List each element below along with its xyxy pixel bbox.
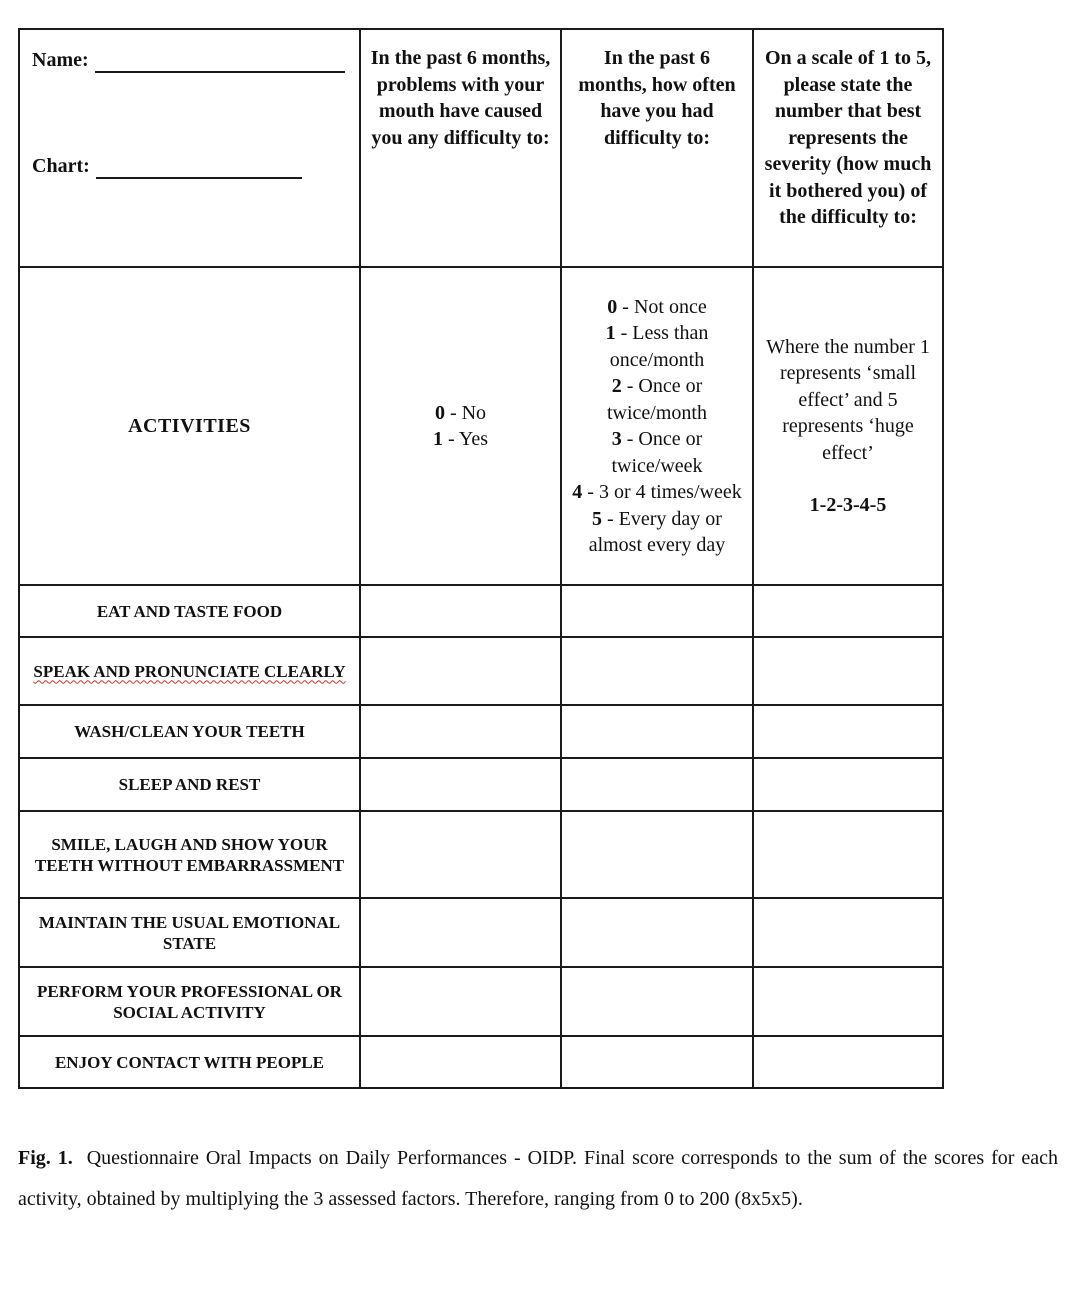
- scale-code: 5: [592, 507, 603, 530]
- figure-label: Fig. 1.: [18, 1147, 73, 1169]
- header-difficulty: In the past 6 months, problems with your mouth have caused you any difficulty to:: [360, 29, 561, 267]
- scale-text: - Every day or almost every day: [588, 507, 726, 556]
- severity-answer-cell[interactable]: [753, 967, 943, 1036]
- scale-code: 3: [611, 428, 622, 450]
- difficulty-answer-cell[interactable]: [360, 705, 561, 758]
- scale-text: - Less than once/month: [609, 322, 709, 371]
- chart-field[interactable]: [32, 153, 353, 179]
- activity-label: [19, 637, 360, 705]
- chart-blank-line[interactable]: [96, 161, 302, 179]
- severity-answer-cell[interactable]: [753, 637, 943, 705]
- table-row: [19, 811, 943, 898]
- difficulty-answer-cell[interactable]: [360, 637, 561, 705]
- scale-text: - Not once: [617, 295, 707, 318]
- difficulty-answer-cell[interactable]: [360, 967, 561, 1036]
- activities-heading: ACTIVITIES: [19, 267, 360, 585]
- difficulty-answer-cell[interactable]: [360, 898, 561, 967]
- scale-code: 0: [434, 401, 445, 424]
- scale-text: - Once or twice/month: [607, 375, 707, 424]
- severity-answer-cell[interactable]: [753, 811, 943, 898]
- oidp-questionnaire-table: [18, 28, 944, 1089]
- frequency-answer-cell[interactable]: [561, 637, 753, 705]
- frequency-answer-cell[interactable]: [561, 705, 753, 758]
- figure-caption-text: Questionnaire Oral Impacts on Daily Performances - OIDP. Final score corresponds to the sum of the scores for each activity, obtained by multiplying the 3 assessed factors. Therefore, ranging from 0 to 200 (8x5x5).: [18, 1147, 1059, 1210]
- chart-label: Chart:: [32, 154, 90, 177]
- frequency-answer-cell[interactable]: [561, 898, 753, 967]
- name-label: Name:: [32, 48, 89, 71]
- activity-label: SMILE, LAUGH AND SHOW YOUR TEETH WITHOUT EMBARRASSMENT: [19, 811, 360, 898]
- scale-code: 1: [605, 322, 616, 344]
- difficulty-answer-cell[interactable]: [360, 758, 561, 811]
- activity-label: PERFORM YOUR PROFESSIONAL OR SOCIAL ACTIVITY: [19, 967, 360, 1036]
- header-severity: On a scale of 1 to 5, please state the number that best represents the severity (how much it bothered you) of the difficulty to:: [753, 29, 943, 267]
- header-frequency: In the past 6 months, how often have you had difficulty to:: [561, 29, 753, 267]
- activity-label-text: SPEAK AND PRONUNCIATE CLEARLY: [33, 661, 346, 681]
- legend-row: [19, 267, 943, 585]
- difficulty-answer-cell[interactable]: [360, 585, 561, 637]
- frequency-scale: [561, 267, 753, 585]
- table-row: [19, 1036, 943, 1088]
- severity-answer-cell[interactable]: [753, 898, 943, 967]
- header-row: [19, 29, 943, 267]
- frequency-answer-cell[interactable]: [561, 758, 753, 811]
- frequency-answer-cell[interactable]: [561, 585, 753, 637]
- scale-text: - 3 or 4 times/week: [582, 481, 742, 503]
- severity-answer-cell[interactable]: [753, 585, 943, 637]
- scale-code: 0: [607, 295, 618, 318]
- scale-text: - Yes: [442, 428, 489, 450]
- frequency-answer-cell[interactable]: [561, 811, 753, 898]
- severity-answer-cell[interactable]: [753, 1036, 943, 1088]
- table-row: [19, 705, 943, 758]
- scale-text: - No: [444, 401, 487, 424]
- activity-label: EAT AND TASTE FOOD: [19, 585, 360, 637]
- name-blank-line[interactable]: [95, 55, 345, 73]
- figure-caption: [18, 1138, 1058, 1220]
- difficulty-scale: [360, 267, 561, 585]
- activity-label: MAINTAIN THE USUAL EMOTIONAL STATE: [19, 898, 360, 967]
- name-chart-cell: [19, 29, 360, 267]
- table-row: [19, 637, 943, 705]
- scale-code: 4: [572, 481, 583, 503]
- scale-text: - Once or twice/week: [611, 428, 703, 477]
- severity-answer-cell[interactable]: [753, 705, 943, 758]
- difficulty-answer-cell[interactable]: [360, 811, 561, 898]
- severity-scale-values: 1-2-3-4-5: [809, 494, 887, 516]
- severity-scale: [753, 267, 943, 585]
- severity-description: Where the number 1 represents ‘small effect’ and 5 represents ‘huge effect’: [766, 335, 930, 464]
- table-row: [19, 758, 943, 811]
- severity-answer-cell[interactable]: [753, 758, 943, 811]
- scale-code: 2: [611, 375, 622, 397]
- activity-label: SLEEP AND REST: [19, 758, 360, 811]
- table-row: [19, 967, 943, 1036]
- name-field[interactable]: [32, 47, 353, 73]
- table-row: [19, 898, 943, 967]
- frequency-answer-cell[interactable]: [561, 967, 753, 1036]
- table-row: [19, 585, 943, 637]
- activity-label: ENJOY CONTACT WITH PEOPLE: [19, 1036, 360, 1088]
- activity-label: WASH/CLEAN YOUR TEETH: [19, 705, 360, 758]
- scale-code: 1: [432, 428, 443, 450]
- difficulty-answer-cell[interactable]: [360, 1036, 561, 1088]
- frequency-answer-cell[interactable]: [561, 1036, 753, 1088]
